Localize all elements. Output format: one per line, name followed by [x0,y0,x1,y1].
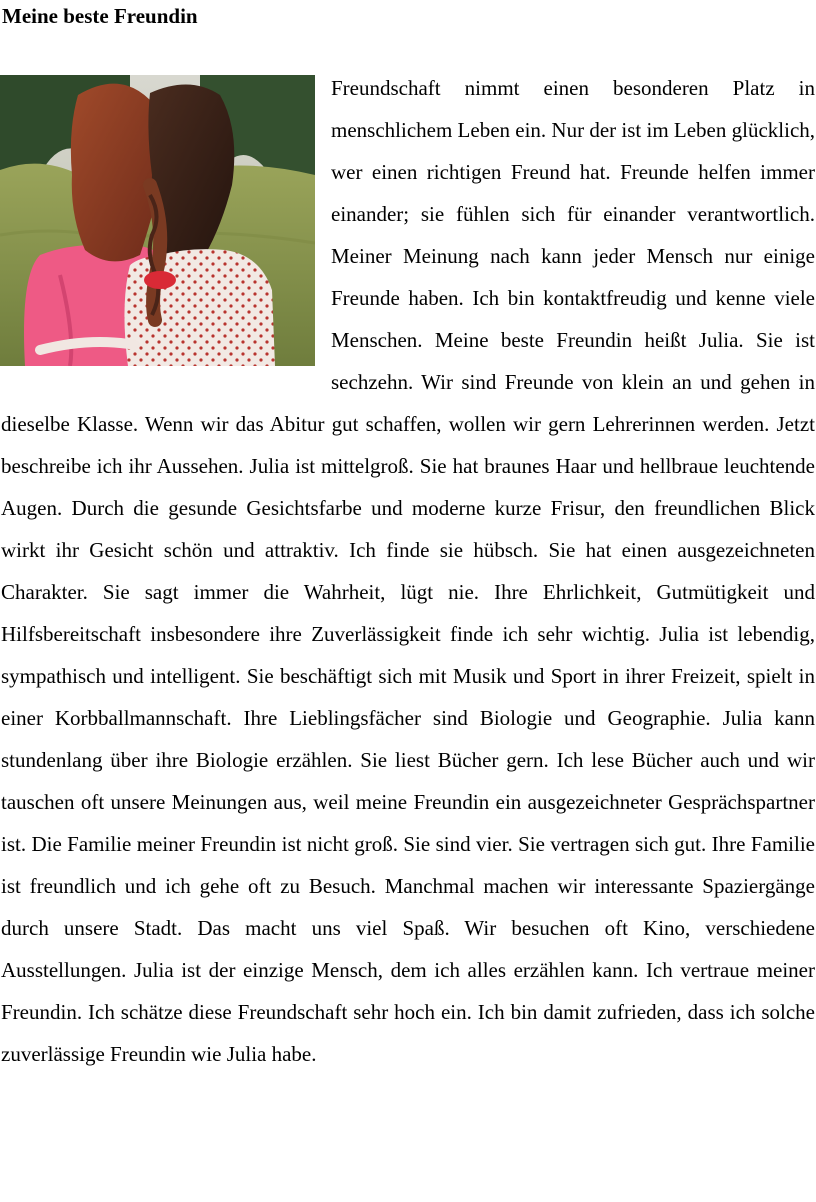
friends-photo [0,75,315,366]
document-title: Meine beste Freundin [2,4,198,28]
article-body [1,67,815,1075]
two-friends-photo-icon [0,75,315,366]
article-text: Freundschaft nimmt einen besonderen Platz in menschlichem Leben ein. Nur der ist im Leben glücklich, wer einen richtigen Freund hat. Freunde helfen immer einander; sie fühlen sich für einander verantwortlich. Meiner Meinung nach kann jeder Mensch nur einige Freunde haben. Ich bin kontaktfreudig und kenne viele Menschen. Meine beste Freundin heißt Julia. Sie ist sechzehn. Wir sind Freunde von klein an und gehen in dieselbe Klasse. Wenn wir das Abitur gut schaffen, wollen wir gern Lehrerinnen werden. Jetzt beschreibe ich ihr Aussehen. Julia ist mittelgroß. Sie hat braunes Haar und hellbraue leuchtende Augen. Durch die gesunde Gesichtsfarbe und moderne kurze Frisur, den freundlichen Blick wirkt ihr Gesicht schön und attraktiv. Ich finde sie hübsch. Sie hat einen ausgezeichneten Charakter. Sie sagt immer die Wahrheit, lügt nie. Ihre Ehrlichkeit, Gutmütigkeit und Hilfsbereitschaft insbesondere ihre Zuverlässigkeit finde ich sehr wichtig. Julia ist lebendig, sympathisch und intelligent. Sie beschäftigt sich mit Musik und Sport in ihrer Freizeit, spielt in einer Korbballmannschaft. Ihre Lieblingsfächer sind Biologie und Geographie. Julia kann stundenlang über ihre Biologie erzählen. Sie liest Bücher gern. Ich lese Bücher auch und wir tauschen oft unsere Meinungen aus, weil meine Freundin ein ausgezeichneter Gesprächspartner ist. Die Familie meiner Freundin ist nicht groß. Sie sind vier. Sie vertragen sich gut. Ihre Familie ist freundlich und ich gehe oft zu Besuch. Manchmal machen wir interessante Spaziergänge durch unsere Stadt. Das macht uns viel Spaß. Wir besuchen oft Kino, verschiedene Ausstellungen. Julia ist der einzige Mensch, dem ich alles erzählen kann. Ich vertraue meiner Freundin. Ich schätze diese Freundschaft sehr hoch ein. Ich bin damit zufrieden, dass ich solche zuverlässige Freundin wie Julia habe. [1,76,816,1066]
